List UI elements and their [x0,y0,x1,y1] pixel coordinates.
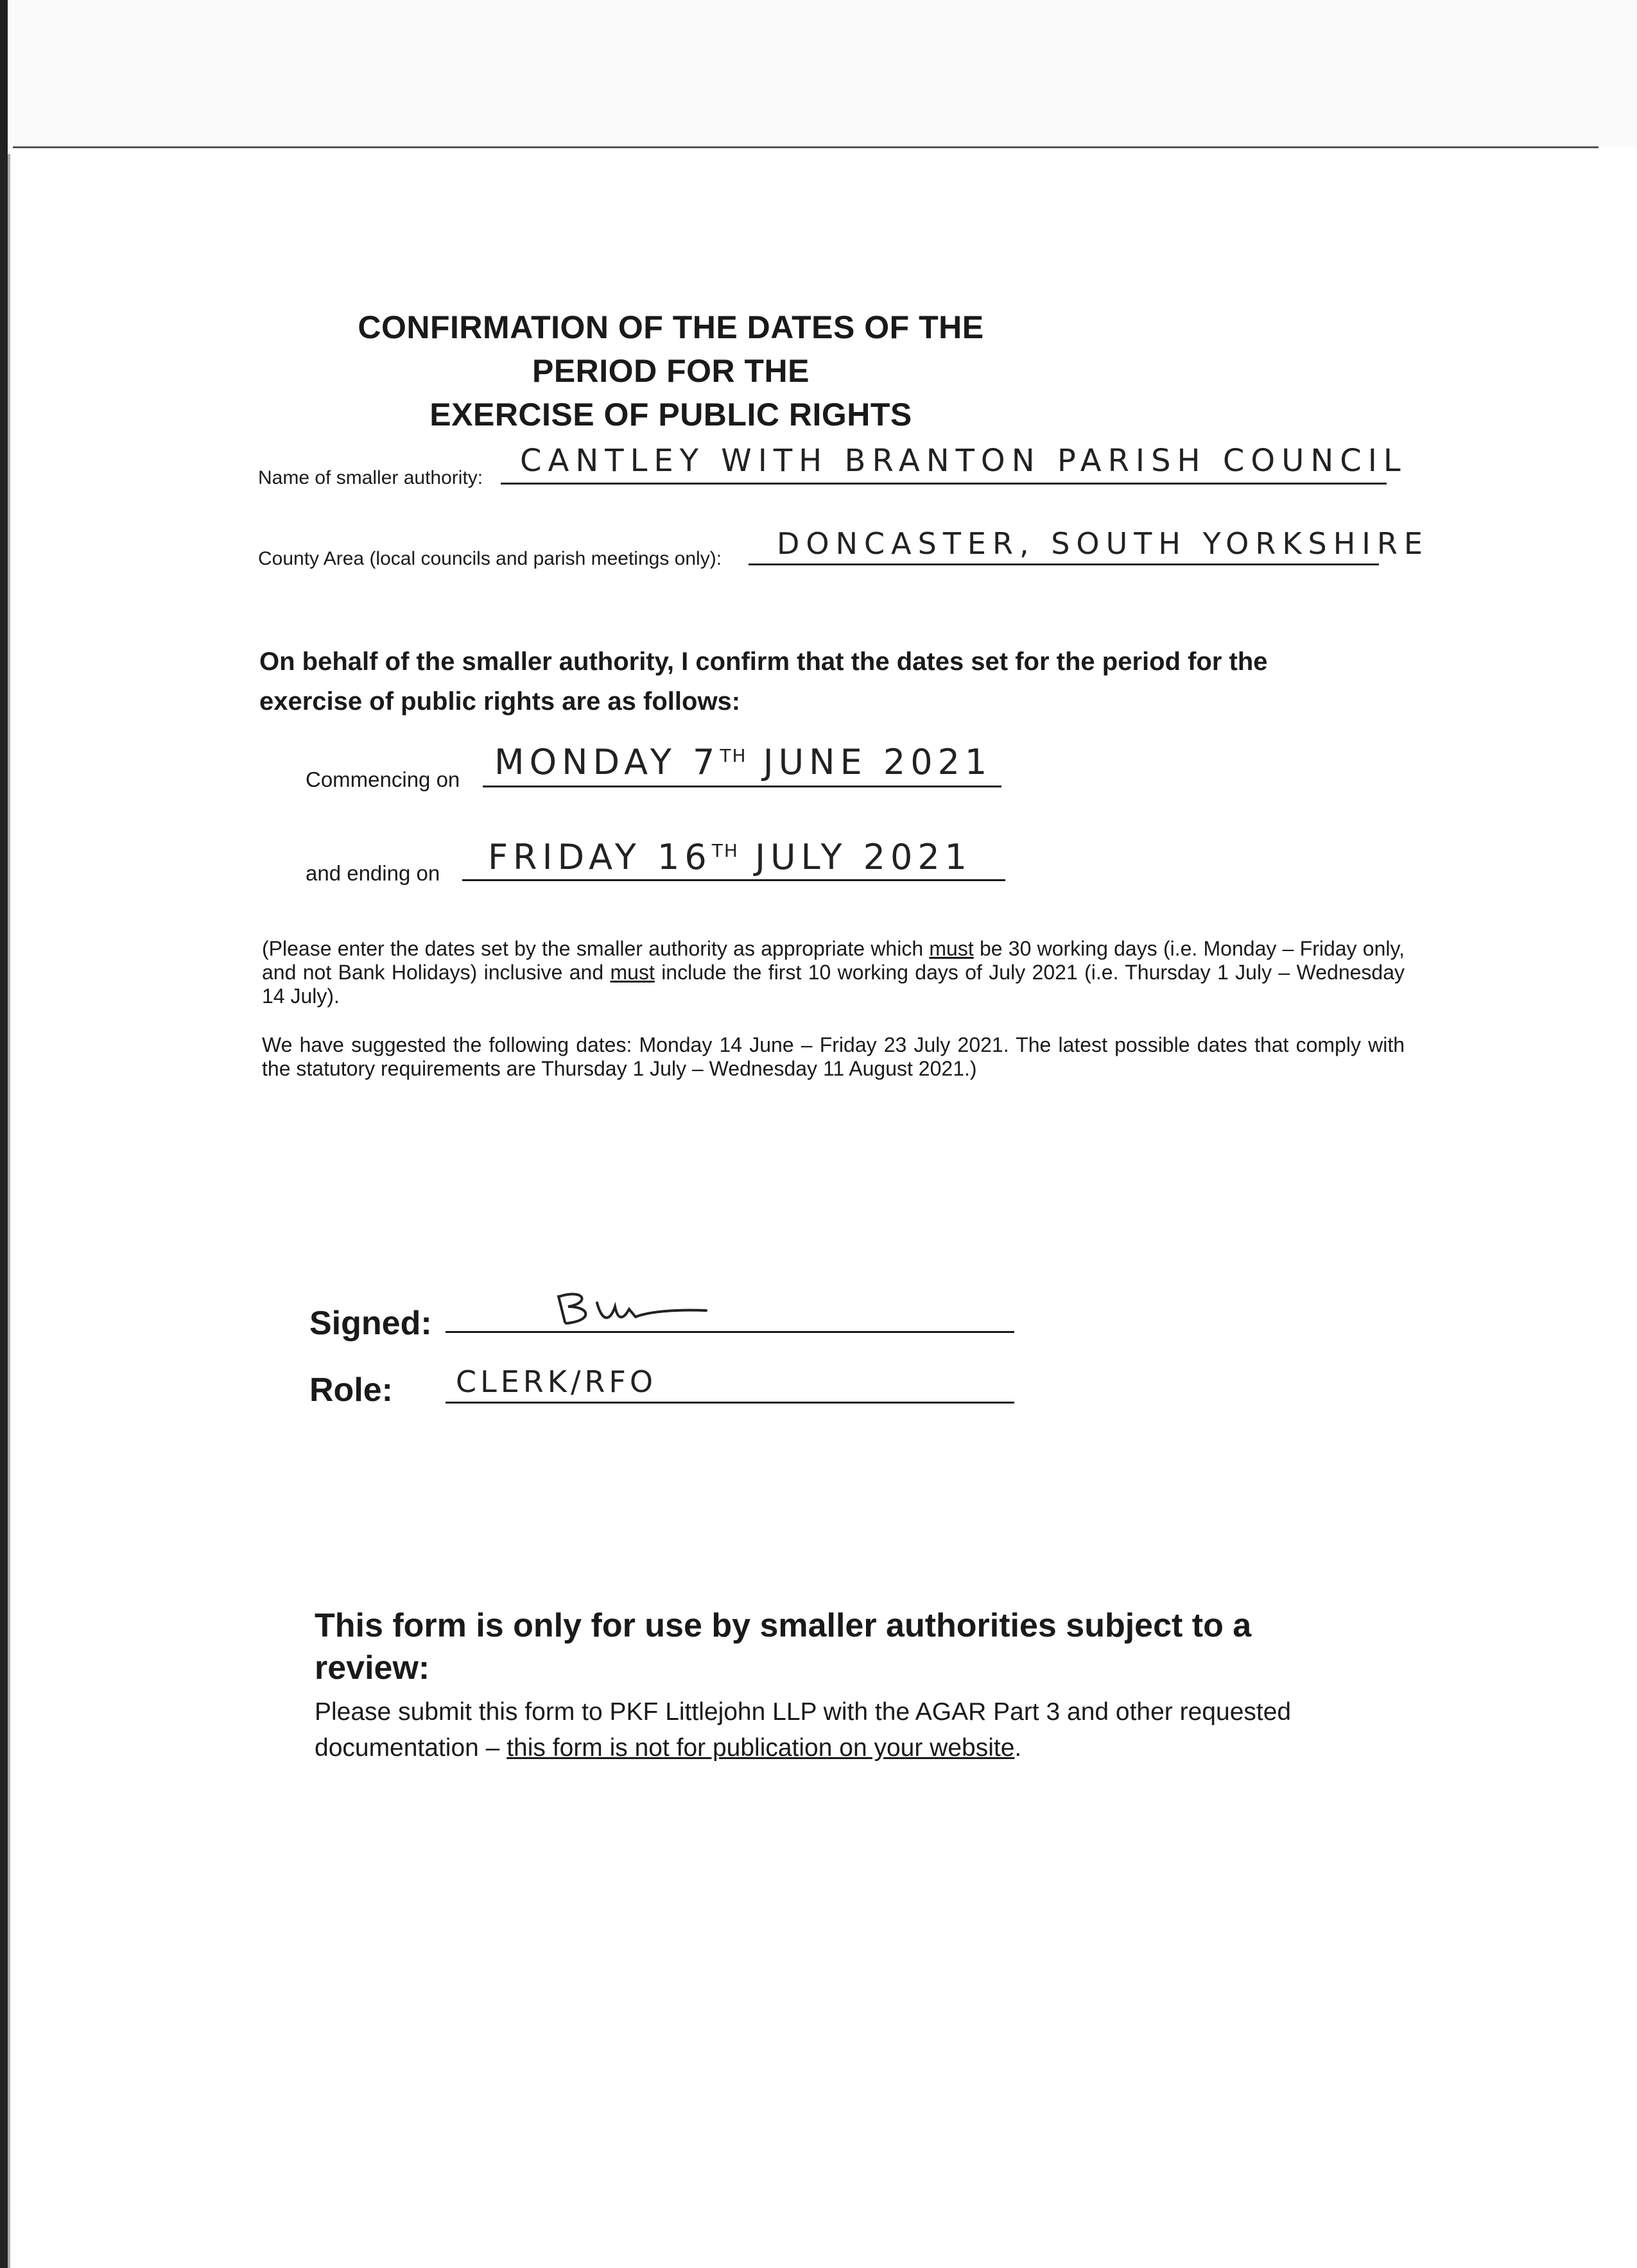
role-underline [446,1402,1014,1404]
footer-instructions: Please submit this form to PKF Littlejohn LLP with the AGAR Part 3 and other requested documentation – this form is not for publication on your website. [315,1698,1292,1762]
instruction-note: (Please enter the dates set by the smaller authority as appropriate which must be 30 working days (i.e. Monday – Friday only, and not Bank Holidays) inclusive and must include the first 10 working days of July 2021 (i.e. Thursday 1 July – Wednesday 14 July). [262,937,1405,1008]
role-label: Role: [309,1371,393,1409]
ending-label: and ending on [306,861,440,885]
scan-edge-line [13,146,1598,148]
commencing-date: MONDAY 7TH JUNE 2021 [494,742,992,782]
signature-mark [546,1284,713,1335]
scan-top-margin [0,0,1637,148]
title-line-1: CONFIRMATION OF THE DATES OF THE PERIOD FOR THE [358,309,984,389]
authority-value: CANTLEY WITH BRANTON PARISH COUNCIL [520,443,1407,479]
authority-label: Name of smaller authority: [258,467,483,488]
title-line-2: EXERCISE OF PUBLIC RIGHTS [429,397,912,433]
signature-underline [446,1331,1014,1333]
authority-underline [501,483,1387,485]
form-title [308,305,1034,436]
scan-left-shadow [8,154,10,2268]
signed-label: Signed: [309,1305,432,1342]
confirm-statement: On behalf of the smaller authority, I confirm that the dates set for the period for the exercise of public rights are as follows: [259,648,1268,716]
footer-heading: This form is only for use by smaller authorities subject to a review: [315,1607,1252,1687]
county-value: DONCASTER, SOUTH YORKSHIRE [777,526,1429,561]
ending-underline [462,879,1005,881]
county-label: County Area (local councils and parish meetings only): [258,548,722,569]
role-value: CLERK/RFO [456,1364,657,1399]
commencing-label: Commencing on [306,768,460,791]
commencing-underline [483,786,1001,787]
suggested-dates-note: We have suggested the following dates: Monday 14 June – Friday 23 July 2021. The latest possible dates that comply with the statutory requirements are Thursday 1 July – Wednesday 11 August 2021.) [262,1033,1405,1080]
scan-left-edge [0,0,8,2268]
county-underline [749,563,1379,565]
ending-date: FRIDAY 16TH JULY 2021 [488,837,973,877]
